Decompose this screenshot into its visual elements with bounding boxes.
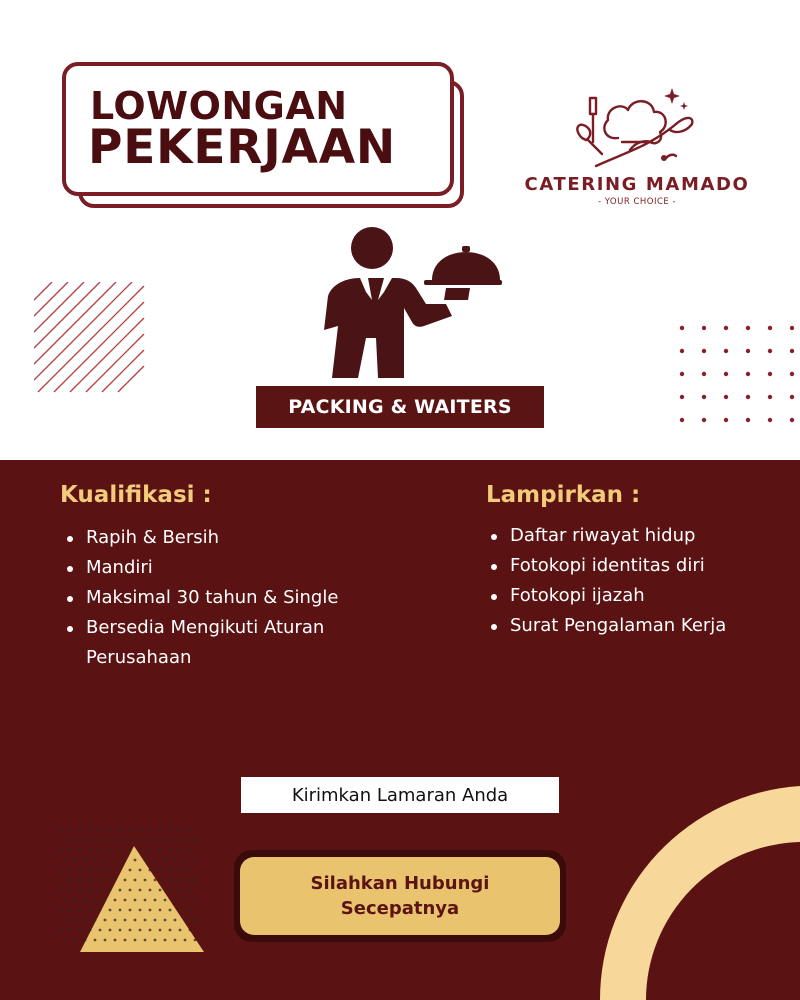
decoration-dot	[129, 889, 132, 892]
decoration-dot	[159, 909, 162, 912]
decoration-dot	[109, 869, 112, 872]
decoration-dot	[74, 919, 77, 922]
decoration-dot	[74, 839, 77, 842]
decoration-dot	[114, 919, 117, 922]
decoration-dot	[99, 869, 102, 872]
decoration-dot	[159, 829, 162, 832]
decoration-dot	[169, 909, 172, 912]
list-item: Fotokopi ijazah	[486, 581, 786, 611]
decoration-dot	[169, 889, 172, 892]
list-item: Mandiri	[62, 553, 382, 583]
decoration-dot	[174, 899, 177, 902]
decoration-dot	[89, 929, 92, 932]
decoration-dot	[154, 899, 157, 902]
list-item: Daftar riwayat hidup	[486, 521, 786, 551]
decoration-dot	[109, 849, 112, 852]
decoration-dot	[129, 929, 132, 932]
decoration-dot	[680, 418, 684, 422]
decoration-dot	[99, 829, 102, 832]
decoration-dot	[724, 326, 728, 330]
qualifications-heading: Kualifikasi :	[60, 482, 212, 508]
decoration-dot	[169, 869, 172, 872]
page-title-line1: LOWONGAN	[90, 84, 348, 128]
decoration-dot	[84, 859, 87, 862]
decoration-dot	[79, 889, 82, 892]
decoration-dot	[134, 839, 137, 842]
decoration-dot	[702, 395, 706, 399]
decoration-dot	[139, 849, 142, 852]
decoration-dot	[134, 939, 137, 942]
decoration-dot	[119, 849, 122, 852]
decoration-dot	[109, 929, 112, 932]
decoration-dot	[139, 829, 142, 832]
decoration-dot	[84, 839, 87, 842]
list-item: Maksimal 30 tahun & Single	[62, 583, 382, 613]
decoration-dot	[64, 859, 67, 862]
decoration-dot	[79, 829, 82, 832]
decoration-dot	[89, 889, 92, 892]
decoration-dot	[144, 839, 147, 842]
decoration-dot	[189, 889, 192, 892]
decoration-dot	[724, 372, 728, 376]
decoration-dot	[79, 929, 82, 932]
decoration-dot	[724, 418, 728, 422]
decoration-dot	[154, 859, 157, 862]
decoration-dot	[59, 929, 62, 932]
waiter-icon	[318, 226, 504, 386]
decoration-dot	[99, 909, 102, 912]
decoration-dot	[194, 939, 197, 942]
decoration-dot	[59, 889, 62, 892]
decoration-dot	[94, 899, 97, 902]
decoration-dot	[724, 395, 728, 399]
brand-tagline: - YOUR CHOICE -	[597, 197, 677, 207]
decoration-dot	[64, 899, 67, 902]
decoration-dot	[164, 919, 167, 922]
decoration-dot	[184, 859, 187, 862]
decoration-dot	[124, 919, 127, 922]
decoration-dot	[174, 919, 177, 922]
decoration-dot	[94, 879, 97, 882]
dot-grid-decoration	[676, 322, 800, 428]
list-item: Rapih & Bersih	[62, 523, 382, 553]
decoration-dot	[184, 919, 187, 922]
decoration-dot	[746, 372, 750, 376]
decoration-dot	[69, 929, 72, 932]
decoration-dot	[746, 418, 750, 422]
decoration-dot	[159, 929, 162, 932]
decoration-dot	[69, 869, 72, 872]
decoration-dot	[139, 909, 142, 912]
arc-decoration	[580, 768, 800, 1000]
decoration-dot	[104, 919, 107, 922]
send-application-label: Kirimkan Lamaran Anda	[241, 777, 559, 813]
decoration-dot	[174, 859, 177, 862]
decoration-dot	[64, 879, 67, 882]
decoration-dot	[99, 889, 102, 892]
decoration-dot	[79, 909, 82, 912]
decoration-dot	[79, 849, 82, 852]
decoration-dot	[119, 909, 122, 912]
decoration-dot	[89, 909, 92, 912]
decoration-dot	[189, 869, 192, 872]
decoration-dot	[790, 418, 794, 422]
decoration-dot	[69, 909, 72, 912]
contact-button-line2: Secepatnya	[340, 898, 460, 919]
decoration-dot	[149, 869, 152, 872]
list-item: Bersedia Mengikuti Aturan Perusahaan	[62, 613, 382, 673]
decoration-dot	[702, 372, 706, 376]
decoration-dot	[189, 829, 192, 832]
decoration-dot	[69, 849, 72, 852]
decoration-dot	[79, 869, 82, 872]
decoration-dot	[194, 899, 197, 902]
decoration-dot	[119, 869, 122, 872]
decoration-dot	[139, 869, 142, 872]
decoration-dot	[84, 899, 87, 902]
decoration-dot	[164, 939, 167, 942]
decoration-dot	[184, 899, 187, 902]
decoration-dot	[184, 939, 187, 942]
decoration-dot	[134, 859, 137, 862]
decoration-dot	[746, 349, 750, 353]
decoration-dot	[74, 939, 77, 942]
decoration-dot	[64, 939, 67, 942]
decoration-dot	[164, 899, 167, 902]
page-title-line2: PEKERJAAN	[88, 120, 397, 175]
decoration-dot	[104, 899, 107, 902]
brand-name: CATERING MAMADO	[524, 174, 750, 195]
decoration-dot	[169, 849, 172, 852]
decoration-dot	[119, 889, 122, 892]
decoration-dot	[69, 829, 72, 832]
decoration-dot	[724, 349, 728, 353]
decoration-dot	[746, 395, 750, 399]
decoration-dot	[159, 869, 162, 872]
decoration-dot	[104, 839, 107, 842]
decoration-dot	[59, 909, 62, 912]
decoration-dot	[104, 939, 107, 942]
decoration-dot	[179, 929, 182, 932]
decoration-dot	[154, 879, 157, 882]
decoration-dot	[154, 919, 157, 922]
decoration-dot	[768, 326, 772, 330]
decoration-dot	[189, 929, 192, 932]
contact-button-line1: Silahkan Hubungi	[310, 873, 490, 894]
decoration-dot	[114, 839, 117, 842]
decoration-dot	[154, 839, 157, 842]
decoration-dot	[154, 939, 157, 942]
decoration-dot	[149, 849, 152, 852]
decoration-dot	[194, 879, 197, 882]
decoration-dot	[194, 919, 197, 922]
decoration-dot	[114, 859, 117, 862]
decoration-dot	[129, 869, 132, 872]
decoration-dot	[768, 395, 772, 399]
decoration-dot	[149, 909, 152, 912]
decoration-dot	[109, 829, 112, 832]
decoration-dot	[768, 372, 772, 376]
decoration-dot	[134, 899, 137, 902]
decoration-dot	[179, 869, 182, 872]
decoration-dot	[144, 899, 147, 902]
decoration-dot	[74, 859, 77, 862]
cloche-icon	[462, 246, 470, 252]
decoration-dot	[94, 839, 97, 842]
decoration-dot	[189, 909, 192, 912]
decoration-dot	[174, 879, 177, 882]
attachments-list	[486, 521, 786, 641]
decoration-dot	[144, 859, 147, 862]
decoration-dot	[179, 889, 182, 892]
decoration-dot	[119, 829, 122, 832]
decoration-dot	[124, 879, 127, 882]
decoration-dot	[746, 326, 750, 330]
decoration-dot	[84, 879, 87, 882]
decoration-dot	[790, 349, 794, 353]
decoration-dot	[124, 839, 127, 842]
decoration-dot	[768, 418, 772, 422]
decoration-dot	[89, 869, 92, 872]
list-item: Surat Pengalaman Kerja	[486, 611, 786, 641]
decoration-dot	[184, 839, 187, 842]
decoration-dot	[114, 899, 117, 902]
decoration-dot	[59, 869, 62, 872]
decoration-dot	[194, 859, 197, 862]
decoration-dot	[164, 879, 167, 882]
decoration-dot	[74, 899, 77, 902]
decoration-dot	[702, 418, 706, 422]
decoration-dot	[179, 909, 182, 912]
decoration-dot	[59, 829, 62, 832]
decoration-dot	[189, 849, 192, 852]
decoration-dot	[169, 929, 172, 932]
chef-hat-logo-icon	[566, 84, 700, 172]
decoration-dot	[194, 839, 197, 842]
decoration-dot	[702, 326, 706, 330]
decoration-dot	[149, 929, 152, 932]
decoration-dot	[144, 919, 147, 922]
decoration-dot	[164, 839, 167, 842]
decoration-dot	[69, 889, 72, 892]
decoration-dot	[184, 879, 187, 882]
decoration-dot	[768, 349, 772, 353]
decoration-dot	[64, 839, 67, 842]
decoration-dot	[144, 939, 147, 942]
decoration-dot	[84, 939, 87, 942]
decoration-dot	[129, 909, 132, 912]
decoration-dot	[790, 372, 794, 376]
decoration-dot	[104, 879, 107, 882]
list-item: Fotokopi identitas diri	[486, 551, 786, 581]
decoration-dot	[59, 849, 62, 852]
decoration-dot	[109, 909, 112, 912]
decoration-dot	[680, 395, 684, 399]
decoration-dot	[174, 939, 177, 942]
decoration-dot	[134, 879, 137, 882]
decoration-dot	[149, 829, 152, 832]
decoration-dot	[129, 829, 132, 832]
decoration-dot	[104, 859, 107, 862]
decoration-dot	[114, 879, 117, 882]
decoration-dot	[94, 939, 97, 942]
decoration-dot	[124, 939, 127, 942]
decoration-dot	[179, 829, 182, 832]
decoration-dot	[139, 929, 142, 932]
decoration-dot	[84, 919, 87, 922]
attachments-heading: Lampirkan :	[486, 482, 641, 508]
decoration-dot	[164, 859, 167, 862]
decoration-dot	[790, 395, 794, 399]
decoration-dot	[124, 899, 127, 902]
triangle-decoration	[56, 826, 212, 956]
decoration-dot	[169, 829, 172, 832]
decoration-dot	[114, 939, 117, 942]
decoration-dot	[94, 859, 97, 862]
decoration-dot	[134, 919, 137, 922]
decoration-dot	[64, 919, 67, 922]
qualifications-list	[62, 523, 382, 673]
decoration-dot	[149, 889, 152, 892]
decoration-dot	[702, 349, 706, 353]
position-banner: PACKING & WAITERS	[256, 386, 544, 428]
decoration-dot	[159, 889, 162, 892]
decoration-dot	[129, 849, 132, 852]
decoration-dot	[109, 889, 112, 892]
decoration-dot	[159, 849, 162, 852]
decoration-dot	[124, 859, 127, 862]
decoration-dot	[139, 889, 142, 892]
decoration-dot	[680, 372, 684, 376]
decoration-dot	[119, 929, 122, 932]
decoration-dot	[680, 326, 684, 330]
decoration-dot	[680, 349, 684, 353]
decoration-dot	[179, 849, 182, 852]
decoration-dot	[74, 879, 77, 882]
decoration-dot	[99, 849, 102, 852]
decoration-dot	[99, 929, 102, 932]
decoration-dot	[89, 829, 92, 832]
decoration-dot	[790, 326, 794, 330]
decoration-dot	[144, 879, 147, 882]
decoration-dot	[94, 919, 97, 922]
decoration-dot	[174, 839, 177, 842]
diagonal-lines-decoration	[34, 282, 146, 394]
decoration-dot	[89, 849, 92, 852]
contact-button[interactable]	[240, 857, 560, 935]
